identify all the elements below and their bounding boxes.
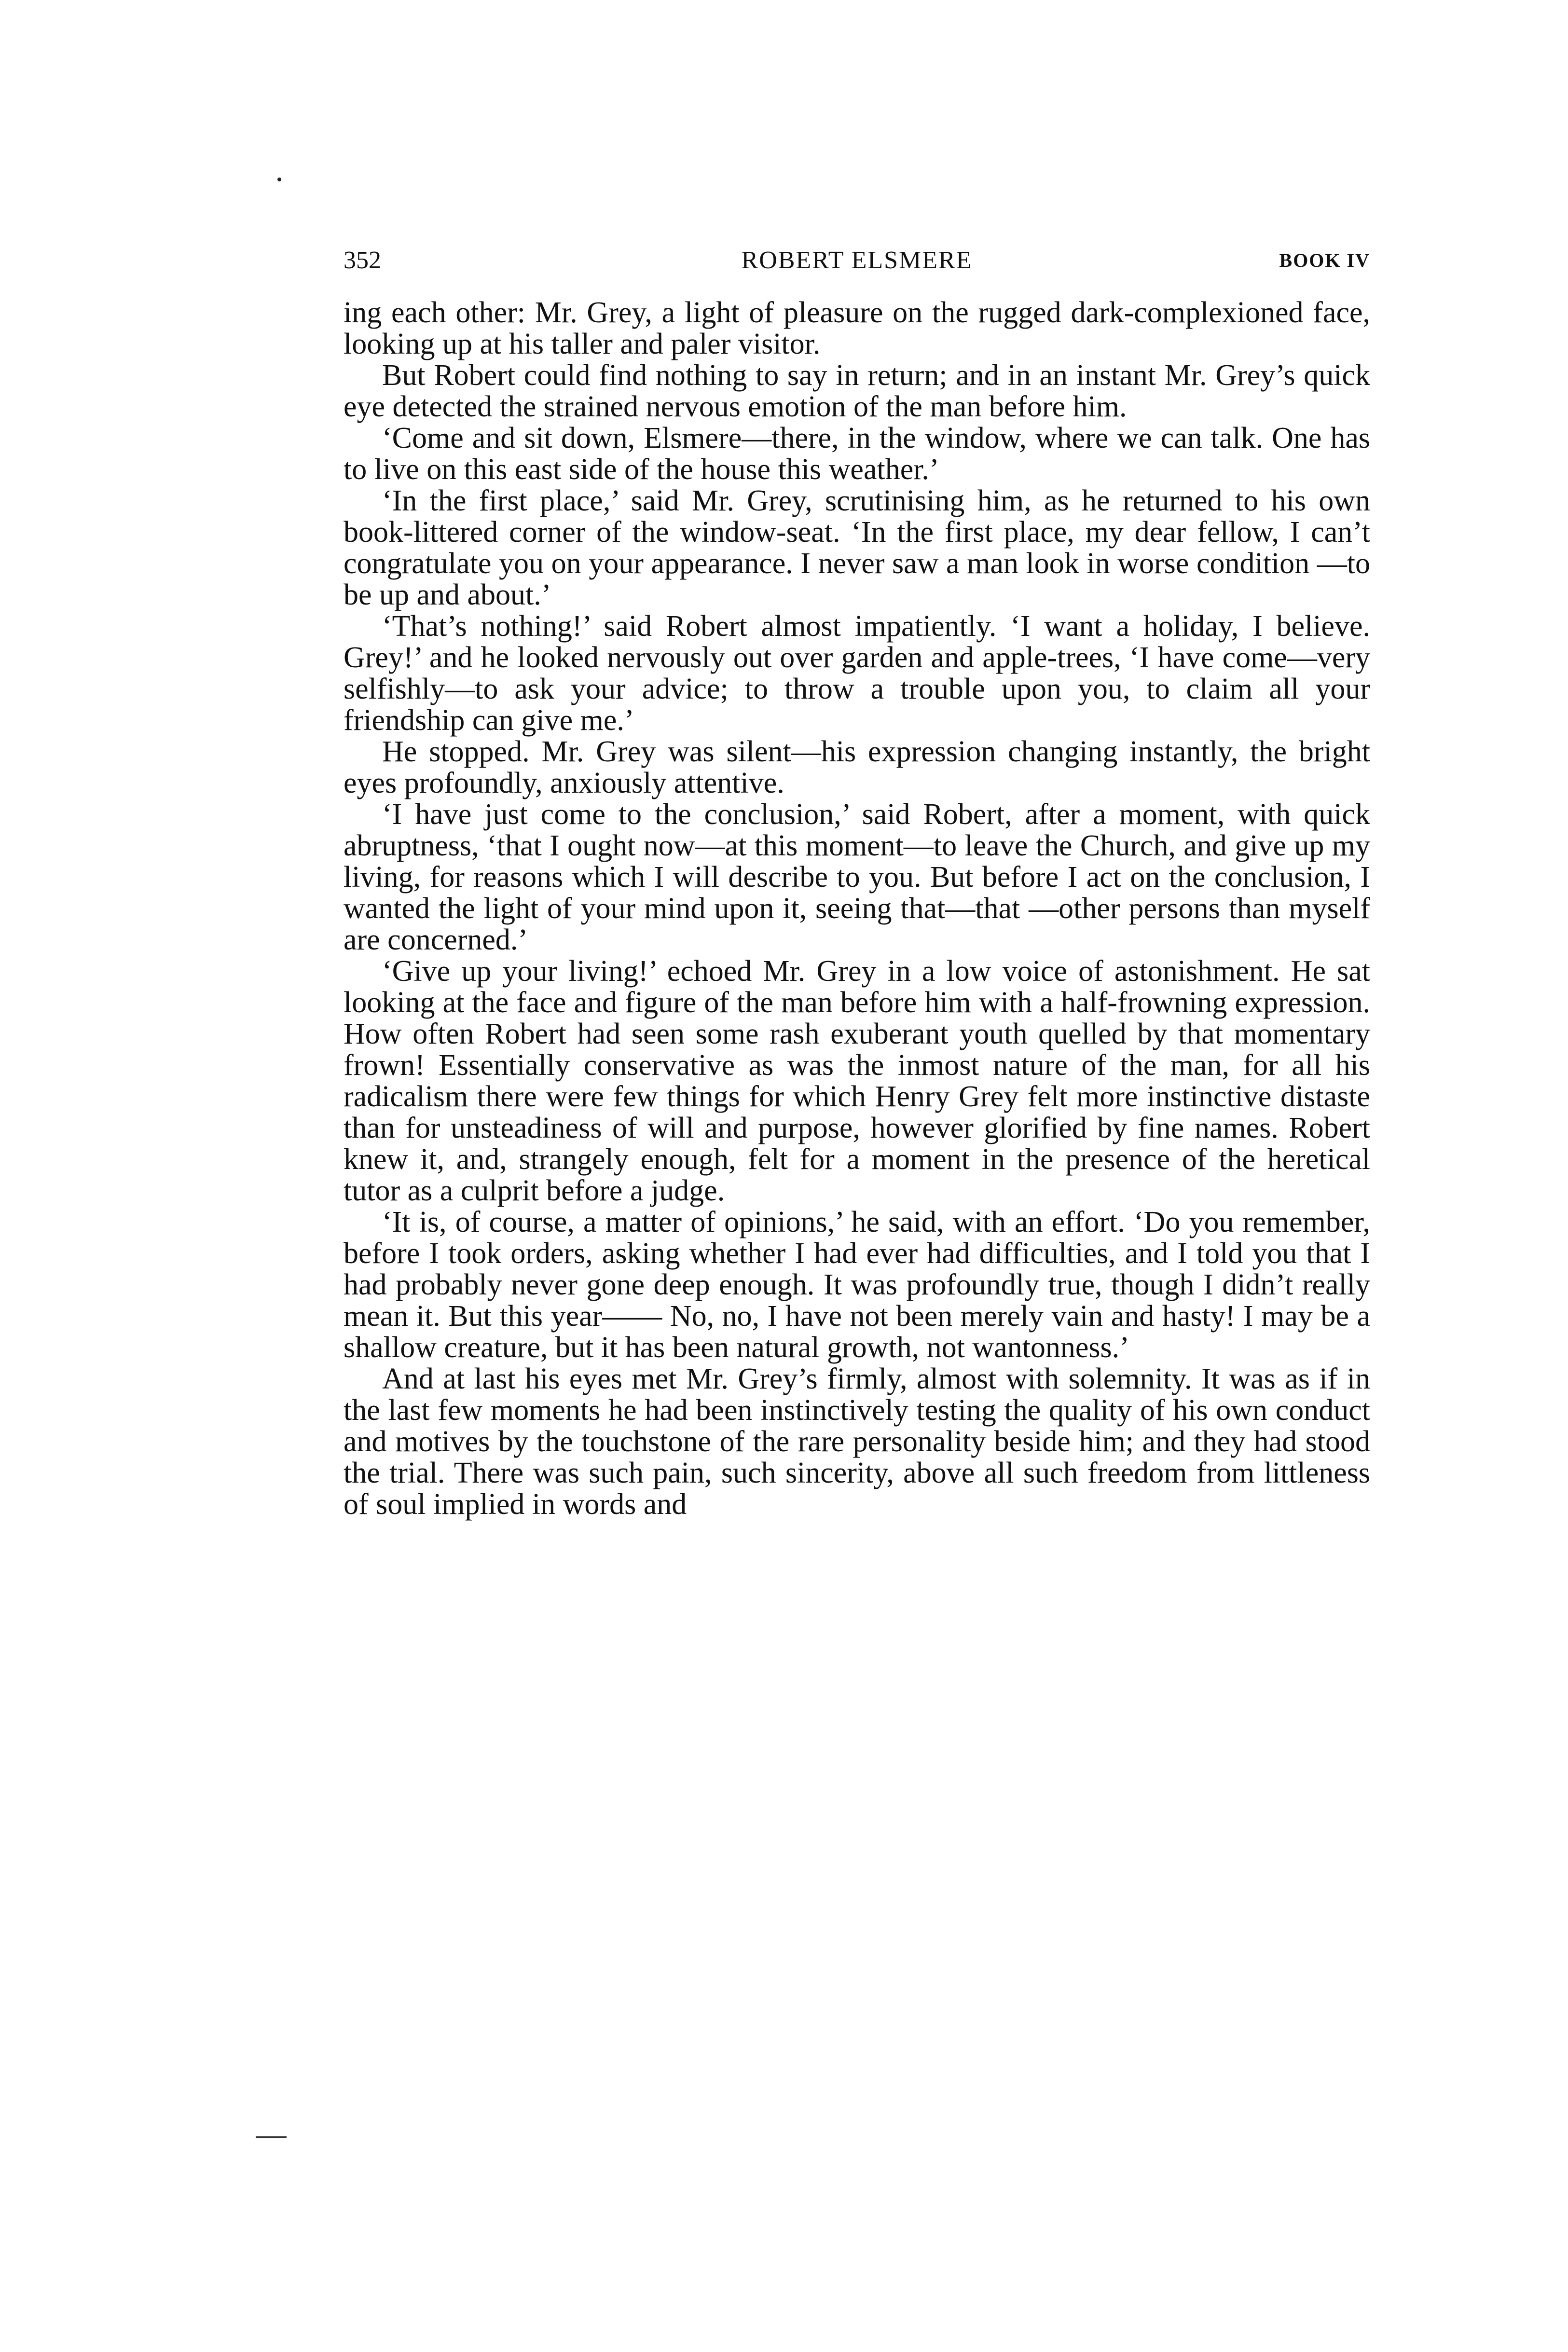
running-title: ROBERT ELSMERE <box>741 247 973 274</box>
paragraph: And at last his eyes met Mr. Grey’s firmly, almost with solemnity. It was as if in the last few moments he had been instinctively testing the quality of his own conduct and motives by the touchstone of the rare personality beside him; and they had stood the trial. There was such pain, such sincerity, above all such freedom from littleness of soul implied in words and <box>344 1362 1370 1521</box>
margin-mark <box>256 2136 287 2138</box>
paragraph: ‘It is, of course, a matter of opinions,’ he said, with an effort. ‘Do you remember, before I took orders, asking whether I had ever had difficulties, and I told you that I had probably never gone deep enough. It was profoundly true, though I didn’t really mean it. But this year—— No, no, I have not been merely vain and hasty! I may be a shallow creature, but it has been natural growth, not wantonness.’ <box>344 1206 1370 1364</box>
paragraph: ing each other: Mr. Grey, a light of pleasure on the rugged dark-complexioned face, looking up at his taller and paler visitor. <box>344 296 1370 360</box>
paragraph: ‘I have just come to the conclusion,’ said Robert, after a moment, with quick abruptness, ‘that I ought now—at this moment—to leave the Church, and give up my living, for reasons which I will describe to you. But before I act on the conclusion, I wanted the light of your mind upon it, seeing that—that —other persons than myself are concerned.’ <box>344 798 1370 956</box>
body-text <box>344 297 1370 1520</box>
paragraph: ‘That’s nothing!’ said Robert almost impatiently. ‘I want a holiday, I believe. Grey!’ and he looked nervously out over garden and apple-trees, ‘I have come—very selfishly—to ask your advice; to throw a trouble upon you, to claim all your friendship can give me.’ <box>344 610 1370 737</box>
paragraph: But Robert could find nothing to say in return; and in an instant Mr. Grey’s quick eye detected the strained nervous emotion of the man before him. <box>344 359 1370 423</box>
page-number: 352 <box>344 247 381 274</box>
paragraph: ‘Come and sit down, Elsmere—there, in the window, where we can talk. One has to live on this east side of the house this weather.’ <box>344 422 1370 486</box>
paragraph: He stopped. Mr. Grey was silent—his expression changing instantly, the bright eyes profoundly, anxiously attentive. <box>344 735 1370 799</box>
running-header <box>344 241 1370 280</box>
paragraph: ‘Give up your living!’ echoed Mr. Grey in a low voice of astonishment. He sat looking at the face and figure of the man before him with a half-frowning expression. How often Robert had seen some rash exuberant youth quelled by that momentary frown! Essentially conservative as was the inmost nature of the man, for all his radicalism there were few things for which Henry Grey felt more instinctive distaste than for unsteadiness of will and purpose, however glorified by fine names. Robert knew it, and, strangely enough, felt for a moment in the presence of the heretical tutor as a culprit before a judge. <box>344 955 1370 1207</box>
paragraph: ‘In the first place,’ said Mr. Grey, scrutinising him, as he returned to his own book-littered corner of the window-seat. ‘In the first place, my dear fellow, I can’t congratulate you on your appearance. I never saw a man look in worse condition —to be up and about.’ <box>344 484 1370 611</box>
book-label: BOOK IV <box>1279 249 1370 271</box>
ink-speck <box>277 178 281 181</box>
